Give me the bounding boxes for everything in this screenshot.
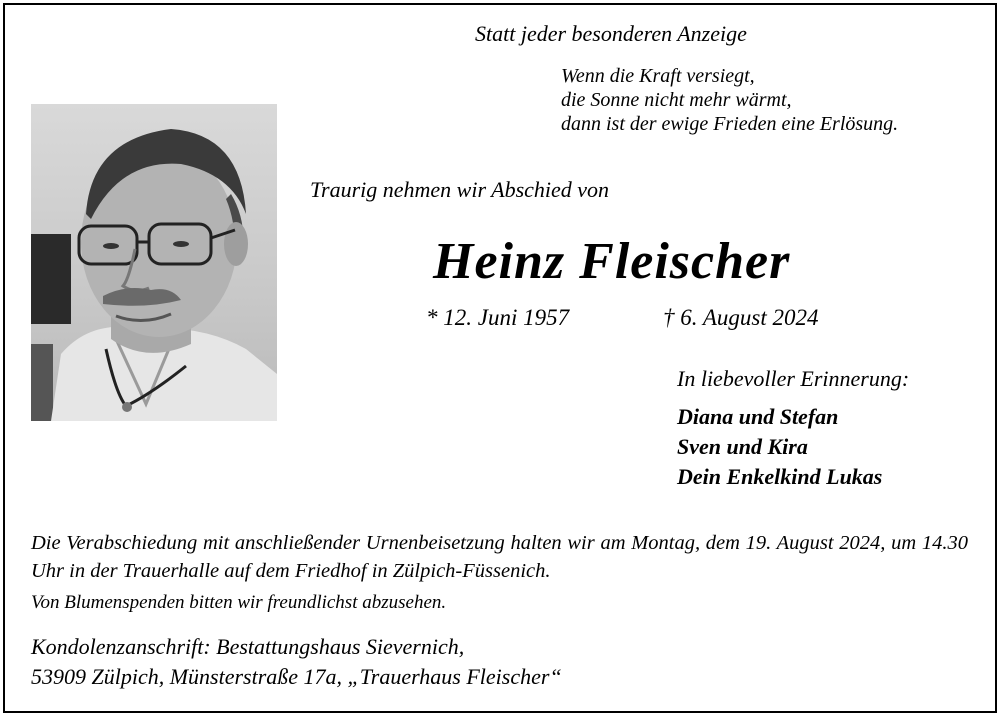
ceremony-announcement: Die Verabschiedung mit anschließender Urnenbeisetzung halten wir am Montag, dem 19. August 2024, um 14.30 Uhr in der Trauerhalle auf dem Friedhof in Zülpich-Füssenich. bbox=[31, 532, 968, 582]
notice-header: Statt jeder besonderen Anzeige bbox=[475, 21, 747, 46]
poem-line: dann ist der ewige Frieden eine Erlösung. bbox=[561, 113, 899, 135]
poem-line: die Sonne nicht mehr wärmt, bbox=[561, 89, 792, 111]
family-member: Diana und Stefan bbox=[677, 404, 839, 429]
portrait-illustration bbox=[31, 104, 277, 421]
poem bbox=[561, 64, 898, 136]
address-line: Kondolenzanschrift: Bestattungshaus Sievernich, bbox=[31, 634, 465, 659]
family-member: Dein Enkelkind Lukas bbox=[677, 464, 883, 489]
family-list bbox=[677, 402, 882, 492]
address-line: 53909 Zülpich, Münsterstraße 17a, „Trauerhaus Fleischer“ bbox=[31, 664, 562, 689]
birth-date: * 12. Juni 1957 bbox=[426, 305, 570, 330]
flowers-note: Von Blumenspenden bitten wir freundlichst abzusehen. bbox=[31, 592, 447, 613]
poem-line: Wenn die Kraft versiegt, bbox=[561, 65, 755, 87]
deceased-name: Heinz Fleischer bbox=[433, 233, 791, 290]
death-date: † 6. August 2024 bbox=[663, 305, 819, 330]
memory-label: In liebevoller Erinnerung: bbox=[677, 366, 910, 391]
family-member: Sven und Kira bbox=[677, 434, 808, 459]
intro-text: Traurig nehmen wir Abschied von bbox=[310, 177, 610, 202]
condolence-address bbox=[31, 632, 562, 692]
portrait-photo bbox=[31, 104, 277, 421]
